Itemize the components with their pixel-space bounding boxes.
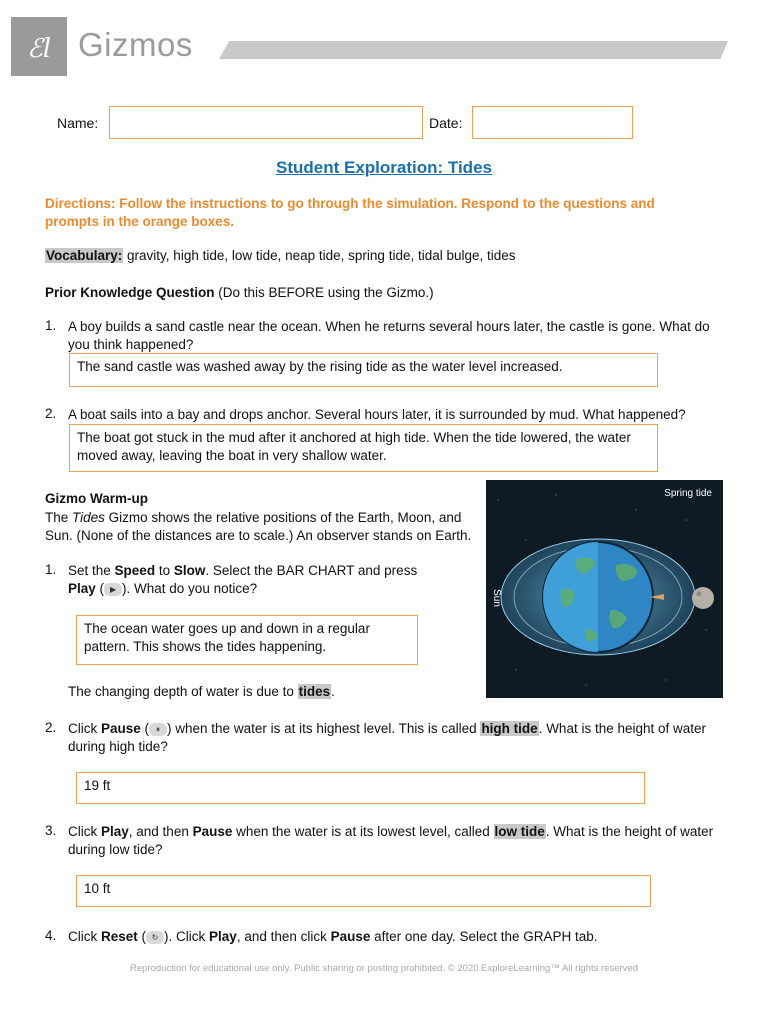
wq1-answer: The ocean water goes up and down in a regular pattern. This shows the tides happening. [84,621,370,654]
wq2-answer: 19 ft [84,778,111,793]
warmup-intro-post: Gizmo shows the relative positions of the Earth, Moon, and Sun. (None of the distances are to scale.) An observer stands on Earth. [45,510,472,543]
wq3-t3: when the water is at its lowest level, called [232,824,494,839]
brand-name: Gizmos [78,26,193,63]
vocabulary-line [45,248,725,263]
wq4-t3: ). Click [164,929,210,944]
pause-icon: ⏸ [149,723,167,736]
wq3-number: 3. [45,823,57,838]
pk-q2-text: A boat sails into a bay and drops anchor. Several hours later, it is surrounded by mud. What happened? [68,407,686,422]
wq1-followup-post: . [331,684,335,699]
wq1-play: Play [68,581,96,596]
prior-knowledge-note: (Do this BEFORE using the Gizmo.) [218,285,434,300]
pk-q1-answer-box[interactable] [69,353,658,387]
wq3-term: low tide [494,824,545,839]
wq4-t1: Click [68,929,101,944]
header-banner [219,41,728,59]
wq2-text [68,720,728,756]
wq2-t3: ) when the water is at its highest level. This is called [167,721,481,736]
pk-q2-number: 2. [45,406,57,421]
warmup-heading: Gizmo Warm-up [45,491,148,506]
warmup-intro-italic: Tides [72,510,105,525]
warmup-intro-pre: The [45,510,73,525]
wq3-play: Play [101,824,129,839]
wq2-answer-box[interactable] [76,772,645,804]
wq1-t4: ( [95,581,105,596]
directions-text: Directions: Follow the instructions to go through the simulation. Respond to the questions and prompts in the orange boxes. [45,196,655,229]
wq4-play: Play [209,929,237,944]
wq4-pause: Pause [330,929,371,944]
explorelearning-logo [11,17,67,76]
wq2-pause: Pause [101,721,141,736]
wq4-reset: Reset [101,929,138,944]
prior-knowledge-heading: Prior Knowledge Question [45,285,215,300]
wq1-t5: ). What do you notice? [122,581,258,596]
footer-copyright: Reproduction for educational use only. Public sharing or posting prohibited. © 2020 ExploreLearning™ All rights reserved [130,963,638,974]
date-field[interactable] [472,106,633,139]
logo-glyph: ℰl [26,34,52,64]
sun-label: Sun [491,589,502,607]
wq3-t4: . What is the height of water during low tide? [68,824,714,857]
wq1-number: 1. [45,562,57,577]
wq3-t1: Click [68,824,101,839]
wq1-t3: . Select the BAR CHART and press [205,563,418,578]
wq1-followup [68,684,335,699]
warmup-intro [45,509,485,545]
wq1-text [68,562,468,598]
wq4-t5: after one day. Select the GRAPH tab. [370,929,598,944]
wq2-number: 2. [45,720,57,735]
pk-q1-text: A boy builds a sand castle near the ocean. When he returns several hours later, the castle is gone. What do you think happened? [68,319,710,352]
wq1-answer-box[interactable] [76,615,418,665]
name-label: Name: [57,115,99,131]
wq4-t4: , and then click [236,929,331,944]
tides-gizmo-image [486,480,723,698]
wq1-t1: Set the [68,563,115,578]
wq2-t2: ( [140,721,150,736]
wq4-text [68,928,728,946]
reset-icon: ↻ [146,931,164,944]
wq1-speed: Speed [114,563,156,578]
wq3-answer-box[interactable] [76,875,651,907]
wq4-t2: ( [137,929,147,944]
prior-knowledge-heading-line [45,284,725,302]
wq1-t2: to [155,563,174,578]
wq4-number: 4. [45,928,57,943]
wq1-slow: Slow [173,563,206,578]
wq2-t4: . What is the height of water during high tide? [68,721,707,754]
spring-tide-label: Spring tide [664,488,712,499]
wq3-text [68,823,728,859]
pk-q2-answer-box[interactable] [69,424,658,472]
page-title: Student Exploration: Tides [276,158,492,177]
vocabulary-terms: gravity, high tide, low tide, neap tide, spring tide, tidal bulge, tides [127,248,516,263]
pk-q1-answer: The sand castle was washed away by the rising tide as the water level increased. [77,359,563,374]
play-icon: ▶ [104,583,122,596]
wq2-term: high tide [481,721,538,736]
wq1-followup-pre: The changing depth of water is due to [68,684,298,699]
wq3-pause: Pause [192,824,233,839]
name-field[interactable] [109,106,423,139]
date-label: Date: [429,115,463,131]
pk-q2-answer: The boat got stuck in the mud after it anchored at high tide. When the tide lowered, the water moved away, leaving the boat in very shallow water. [77,430,631,463]
wq3-t2: , and then [128,824,193,839]
vocabulary-label: Vocabulary: [46,248,123,263]
wq2-t1: Click [68,721,101,736]
pk-q1-number: 1. [45,318,57,333]
wq3-answer: 10 ft [84,881,111,896]
wq1-followup-term: tides [298,684,331,699]
